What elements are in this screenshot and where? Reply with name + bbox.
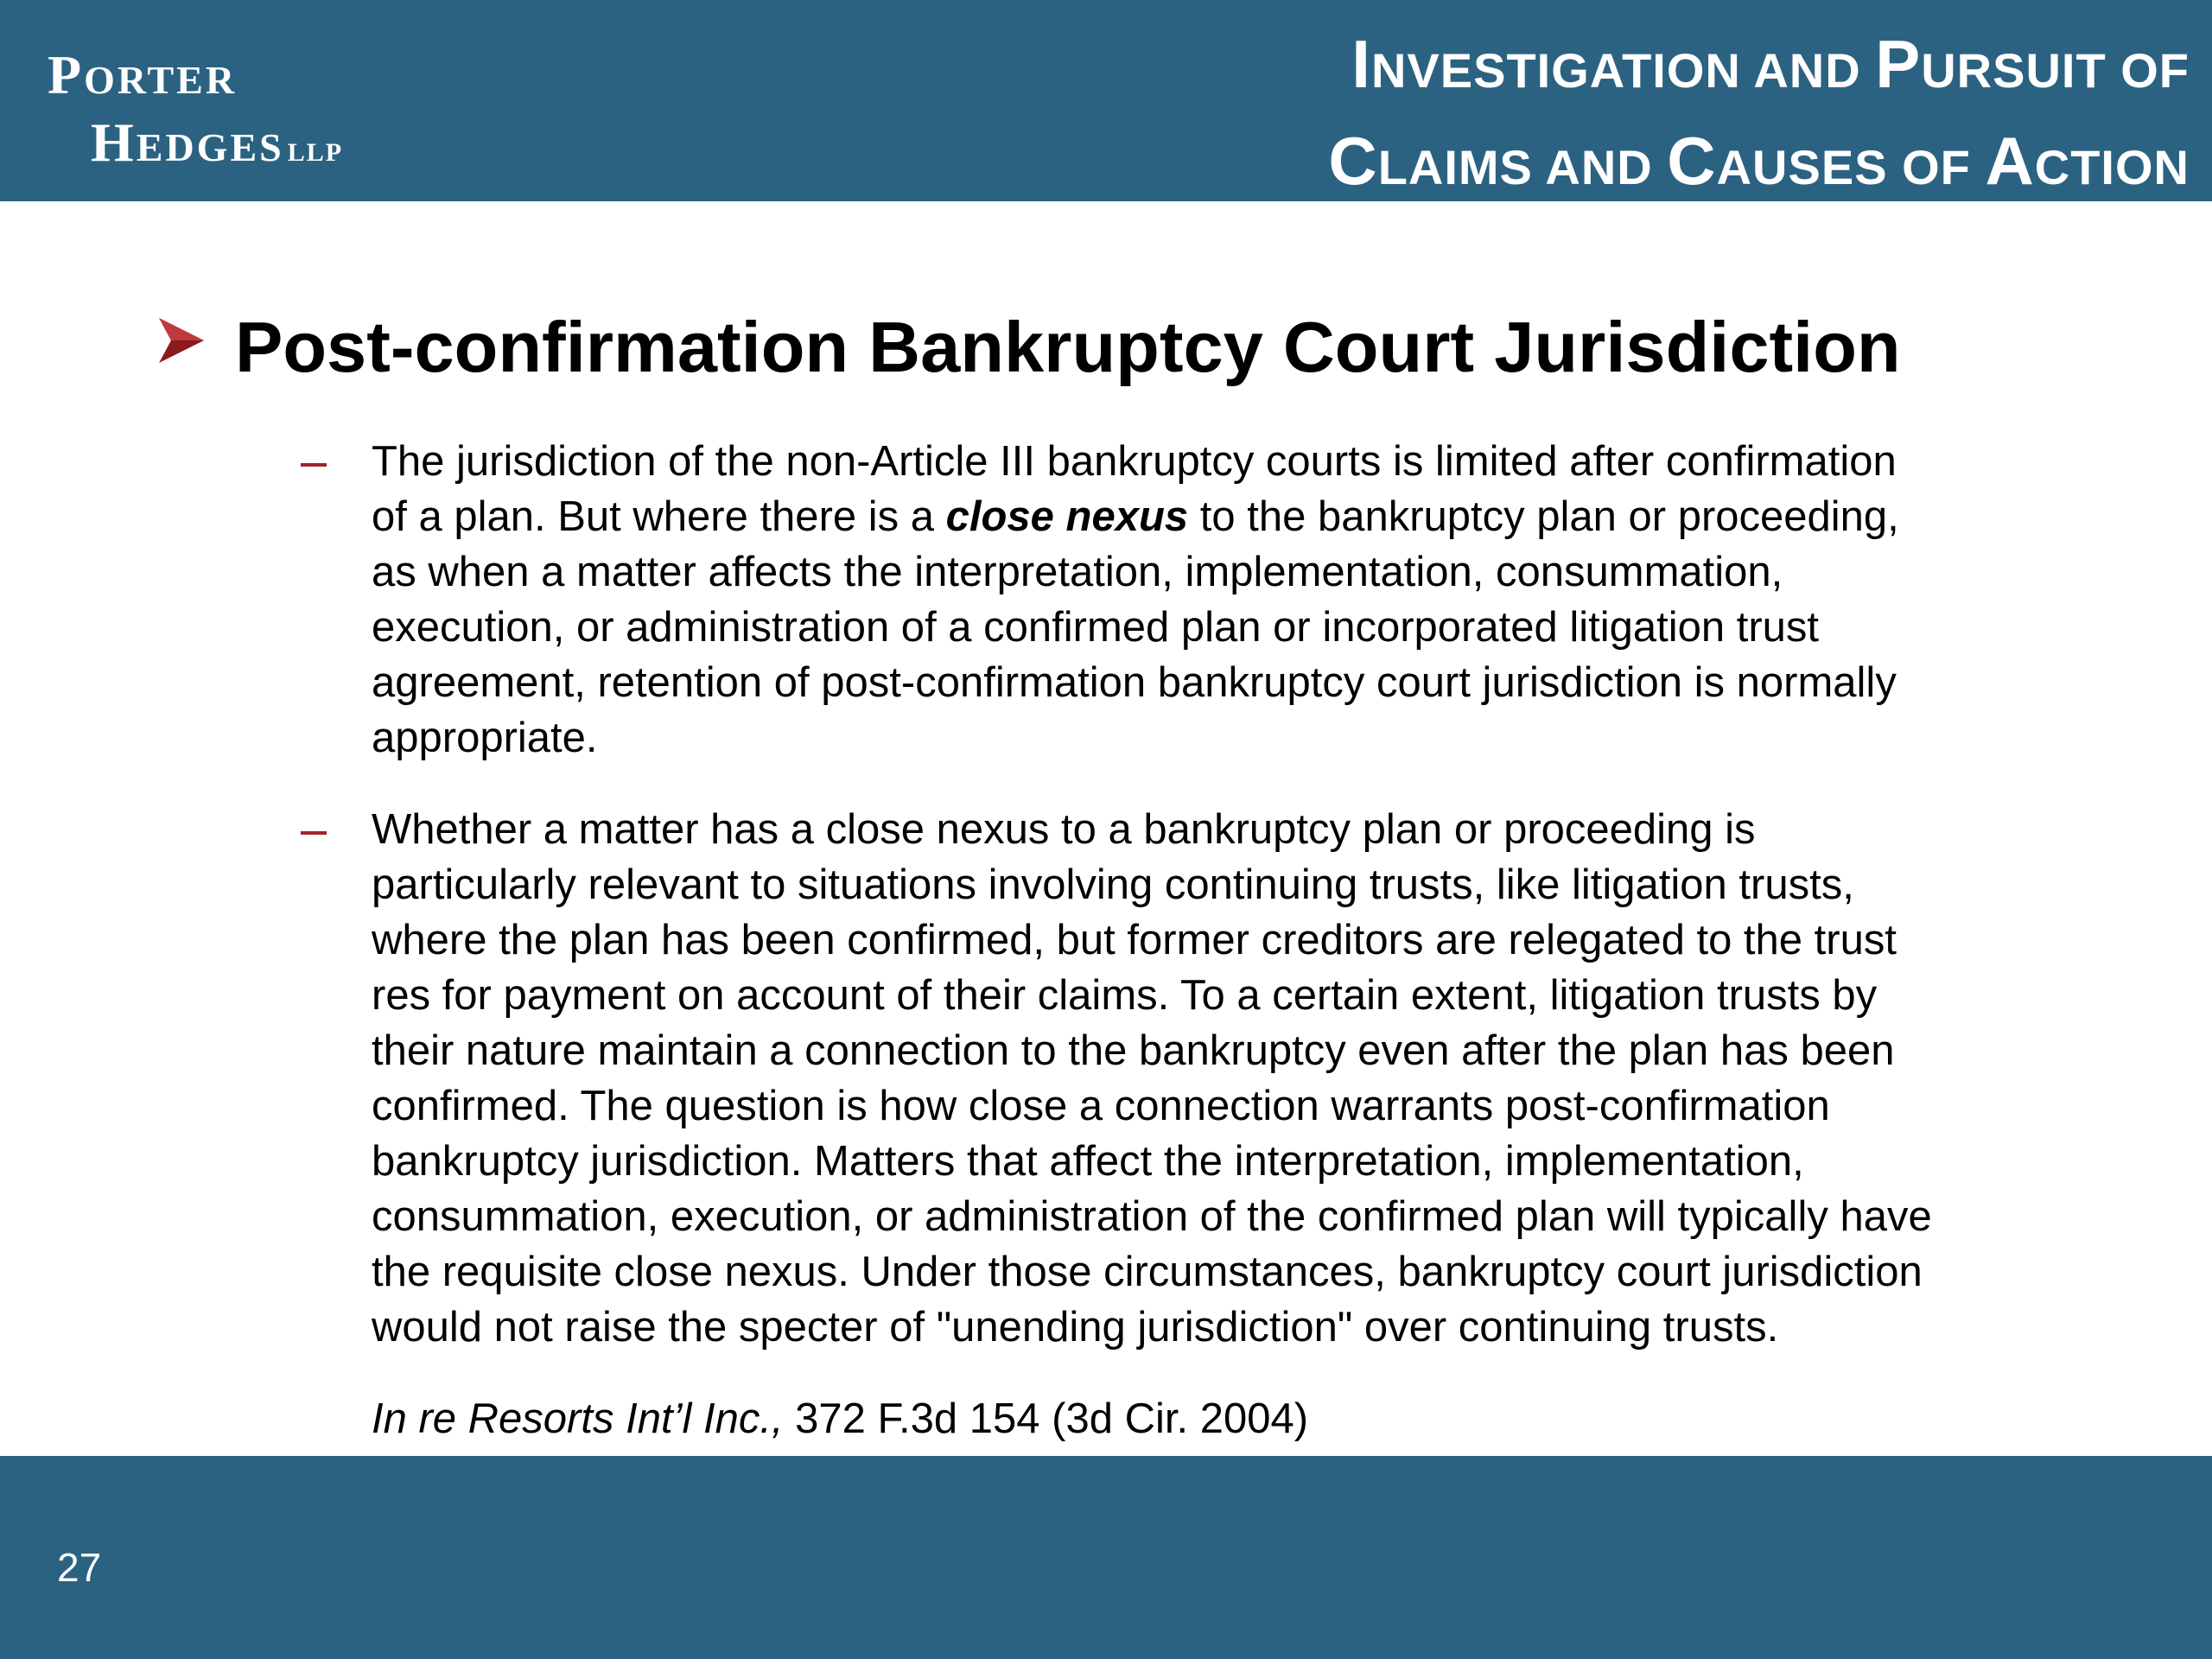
paragraph-line: the requisite close nexus. Under those circumstances, bankruptcy court jurisdiction — [372, 1249, 1923, 1295]
logo-rest-edges: EDGES — [136, 125, 284, 169]
paragraph-close-nexus — [372, 434, 2100, 766]
case-name: In re Resorts Int’l Inc., — [372, 1395, 784, 1442]
logo-line-hedges — [91, 111, 344, 173]
paragraph-line: their nature maintain a connection to the bankruptcy even after the plan has been — [372, 1027, 1895, 1074]
close-nexus-emphasis: close nexus — [945, 493, 1189, 540]
paragraph-continuing-trusts — [372, 802, 2100, 1355]
footer-band — [0, 1456, 2212, 1659]
title-initial: I — [1351, 26, 1371, 102]
logo-initial-h: H — [91, 111, 137, 173]
text-run: to the bankruptcy plan or proceeding, — [1188, 493, 1899, 540]
title-initial: C — [1328, 123, 1378, 199]
paragraph-line: appropriate. — [372, 715, 598, 761]
section-heading: Post-confirmation Bankruptcy Court Jurisdiction — [235, 307, 1901, 387]
paragraph-line: particularly relevant to situations involving continuing trusts, like litigation trusts, — [372, 861, 1854, 908]
page-number: 27 — [57, 1545, 102, 1590]
paragraph-line: would not raise the specter of "unending jurisdiction" over continuing trusts. — [372, 1304, 1779, 1351]
case-reference: 372 F.3d 154 (3d Cir. 2004) — [783, 1395, 1309, 1442]
dash-bullet-2 — [301, 831, 327, 835]
arrowhead-bullet-icon — [154, 313, 209, 368]
title-word: URSUIT OF — [1921, 43, 2190, 98]
slide-title-line-2 — [980, 116, 2190, 213]
paragraph-line: bankruptcy jurisdiction. Matters that affect the interpretation, implementation, — [372, 1138, 1804, 1185]
title-initial: A — [1985, 123, 2035, 199]
paragraph-line: Whether a matter has a close nexus to a bankruptcy plan or proceeding is — [372, 806, 1756, 853]
paragraph-line — [372, 489, 2100, 544]
slide-title-line-1 — [980, 19, 2190, 116]
dash-bullet-1 — [301, 463, 327, 467]
text-run: of a plan. But where there is a — [372, 493, 946, 540]
case-citation — [372, 1391, 2100, 1446]
title-initial: C — [1667, 123, 1717, 199]
paragraph-line: res for payment on account of their claims. To a certain extent, litigation trusts by — [372, 972, 1878, 1019]
title-word: CTION — [2034, 140, 2190, 194]
paragraph-line: as when a matter affects the interpretation, implementation, consummation, — [372, 549, 1783, 595]
citation-line — [372, 1391, 2100, 1446]
logo-line-porter — [48, 44, 343, 105]
title-initial: P — [1875, 26, 1922, 102]
title-word: LAIMS AND — [1377, 140, 1668, 194]
logo-initial-p: P — [48, 44, 85, 105]
title-word: AUSES OF — [1716, 140, 1986, 194]
paragraph-line: The jurisdiction of the non-Article III bankruptcy courts is limited after confirmation — [372, 438, 1897, 485]
paragraph-line: consummation, execution, or administration of the confirmed plan will typically have — [372, 1193, 1932, 1240]
paragraph-line: where the plan has been confirmed, but former creditors are relegated to the trust — [372, 917, 1897, 963]
header-band — [0, 0, 2212, 201]
title-word: NVESTIGATION AND — [1370, 43, 1876, 98]
slide-title — [980, 19, 2190, 213]
paragraph-line: execution, or administration of a confirmed plan or incorporated litigation trust — [372, 604, 1820, 651]
porter-hedges-logo — [48, 44, 344, 173]
paragraph-line: agreement, retention of post-confirmation bankruptcy court jurisdiction is normally — [372, 659, 1897, 706]
logo-rest-orter: ORTER — [84, 58, 238, 102]
paragraph-line: confirmed. The question is how close a connection warrants post-confirmation — [372, 1083, 1830, 1129]
logo-llp: LLP — [287, 138, 344, 167]
